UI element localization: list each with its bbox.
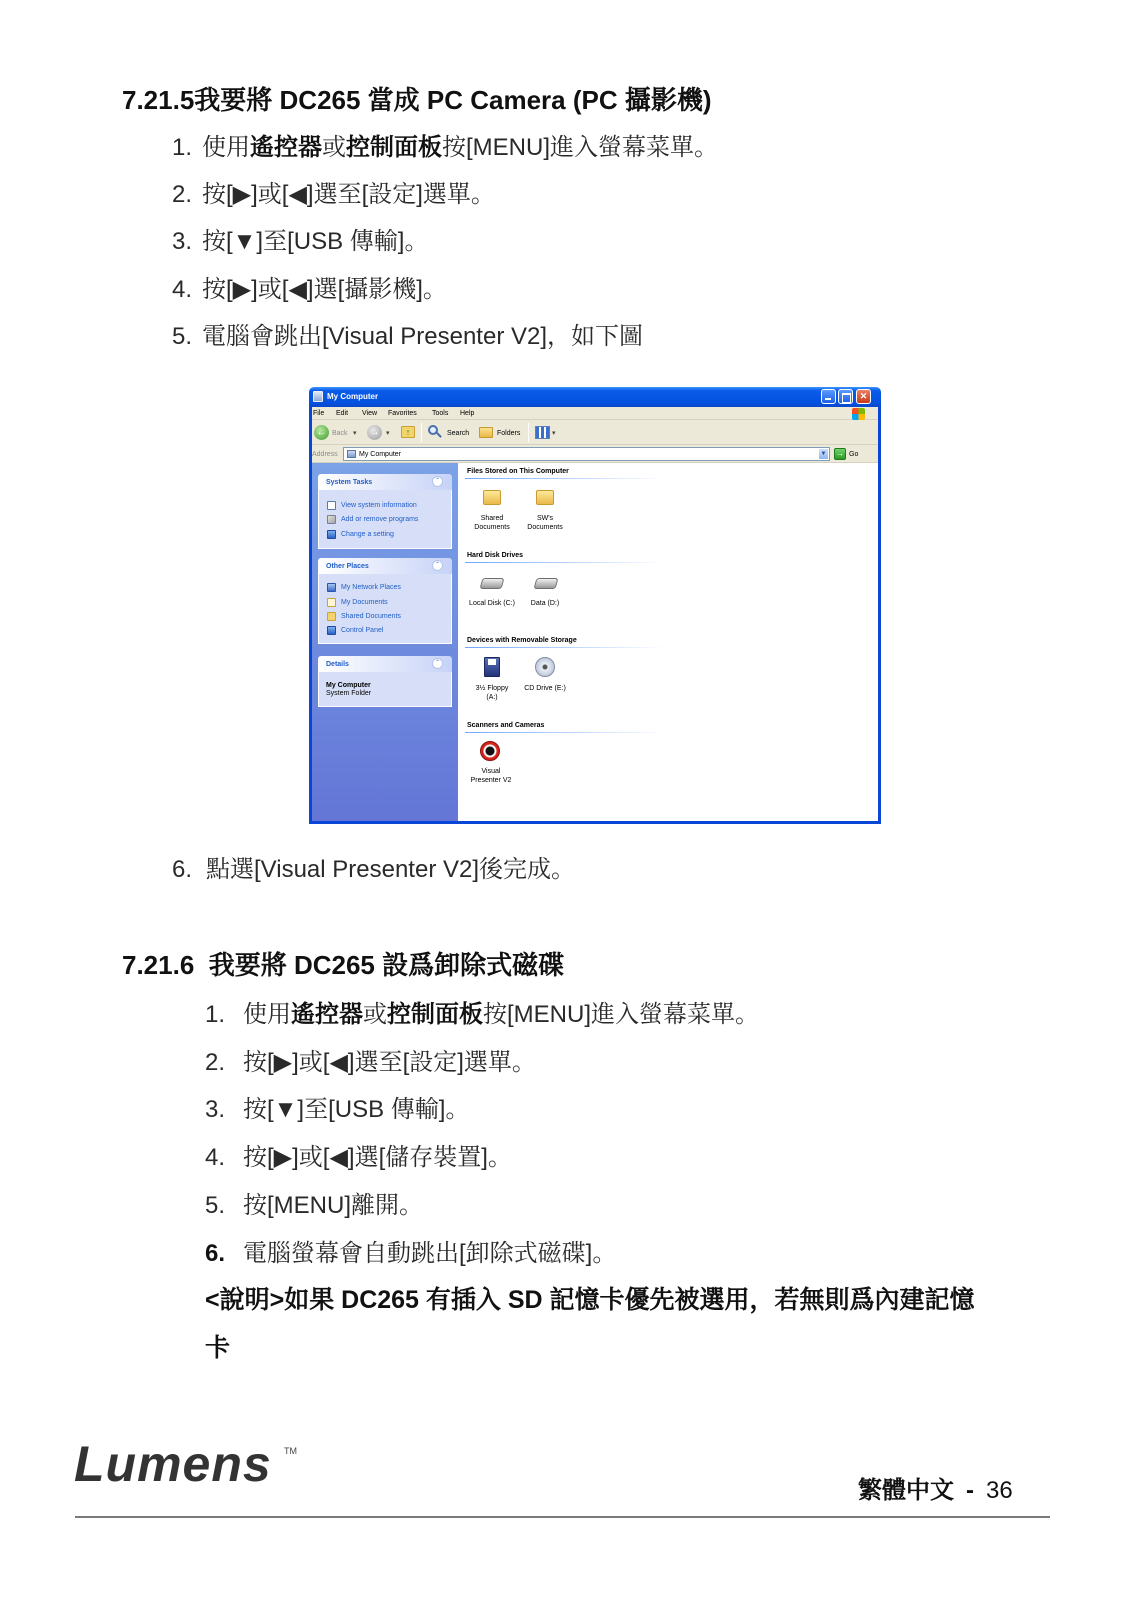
item-label[interactable]: SW's	[536, 515, 554, 522]
menu-favorites[interactable]: Favorites	[388, 410, 417, 417]
shared-documents-icon	[327, 612, 336, 621]
step-text	[202, 133, 718, 163]
back-arrow-icon[interactable]: ←	[314, 425, 329, 440]
group-divider	[465, 732, 665, 733]
back-button-label[interactable]: Back	[332, 430, 348, 437]
system-info-icon	[327, 501, 336, 510]
step-number: 5.	[205, 1192, 226, 1219]
my-computer-icon	[347, 450, 356, 458]
step-number: 4.	[205, 1144, 226, 1171]
step-number: 6.	[205, 1240, 226, 1267]
text-segment: 按[MENU]進入螢幕菜單。	[483, 1001, 759, 1028]
menu-file[interactable]: File	[313, 410, 325, 417]
bold-term-control-panel: 控制面板	[346, 134, 442, 161]
group-title-removable-storage: Devices with Removable Storage	[467, 637, 577, 644]
window-title: My Computer	[327, 392, 379, 401]
item-label[interactable]: (A:)	[486, 694, 498, 701]
item-label[interactable]: Documents	[474, 524, 510, 531]
my-computer-screenshot	[309, 387, 881, 824]
control-panel-icon	[327, 530, 336, 539]
chevron-down-icon[interactable]: ▼	[818, 448, 829, 460]
section-heading: 7.21.5我要將 DC265 當成 PC Camera (PC 攝影機)	[122, 85, 712, 115]
close-button[interactable]	[856, 389, 871, 404]
place-link-network-places[interactable]: My Network Places	[341, 584, 401, 591]
toolbar-separator	[421, 423, 422, 442]
step-item	[205, 1048, 536, 1078]
item-label[interactable]: Shared	[480, 515, 504, 522]
details-title: Details	[326, 661, 349, 668]
step-text: 按[▼]至[USB 傳輸]。	[243, 1096, 470, 1123]
step-number: 3.	[205, 1096, 226, 1123]
my-documents-icon	[327, 598, 336, 607]
bold-term-remote: 遙控器	[291, 1001, 363, 1028]
step-item	[172, 275, 447, 305]
chevron-down-icon[interactable]: ▾	[353, 430, 357, 437]
folder-icon[interactable]	[536, 490, 554, 505]
group-divider	[465, 647, 665, 648]
step-text	[243, 1000, 759, 1030]
text-segment: 使用	[243, 1001, 291, 1028]
step-text: 電腦會跳出[Visual Presenter V2]，如下圖	[202, 323, 644, 350]
search-button-label[interactable]: Search	[447, 430, 470, 437]
note-line: 卡	[205, 1334, 231, 1362]
group-title-scanners-cameras: Scanners and Cameras	[467, 722, 545, 729]
step-number: 3.	[172, 228, 193, 255]
menu-view[interactable]: View	[362, 410, 378, 417]
forward-arrow-icon[interactable]: →	[367, 425, 382, 440]
section-heading: 7.21.6 我要將 DC265 設爲卸除式磁碟	[122, 950, 565, 980]
place-link-my-documents[interactable]: My Documents	[341, 599, 388, 606]
step-item	[205, 1143, 512, 1173]
text-segment: 或	[363, 1001, 387, 1028]
footer-language: 繁體中文	[858, 1477, 954, 1504]
step-text: 按[MENU]離開。	[243, 1192, 423, 1219]
hard-disk-icon[interactable]	[534, 578, 559, 589]
window-title-bar[interactable]	[309, 387, 881, 407]
go-button-label[interactable]: Go	[849, 451, 859, 458]
footer-rule	[75, 1516, 1050, 1518]
group-title-hard-disk-drives: Hard Disk Drives	[467, 552, 524, 559]
details-item-name: My Computer	[326, 682, 371, 689]
trademark-mark: TM	[284, 1446, 297, 1456]
step-item	[172, 133, 718, 163]
my-computer-icon	[313, 391, 323, 402]
step-item	[172, 322, 643, 352]
item-label[interactable]: Presenter V2	[470, 777, 512, 784]
item-label[interactable]: 3½ Floppy	[475, 685, 509, 692]
menu-help[interactable]: Help	[460, 410, 475, 417]
bold-term-control-panel: 控制面板	[387, 1001, 483, 1028]
footer-separator: -	[966, 1477, 974, 1504]
step-text: 按[▼]至[USB 傳輸]。	[202, 228, 429, 255]
step-item	[172, 227, 428, 257]
menu-edit[interactable]: Edit	[336, 410, 349, 417]
step-number: 4.	[172, 276, 193, 303]
text-segment: 按[MENU]進入螢幕菜單。	[442, 134, 718, 161]
group-divider	[465, 562, 665, 563]
step-item	[205, 1000, 759, 1030]
step-text: 按[▶]或[◀]選[攝影機]。	[202, 276, 447, 303]
place-link-control-panel[interactable]: Control Panel	[341, 627, 384, 634]
step-text: 按[▶]或[◀]選[儲存裝置]。	[243, 1144, 512, 1171]
step-item	[205, 1191, 423, 1221]
chevron-down-icon[interactable]: ▾	[552, 430, 556, 437]
item-label[interactable]: Visual	[481, 768, 501, 775]
group-title-files-stored: Files Stored on This Computer	[467, 468, 569, 475]
address-field[interactable]	[343, 447, 830, 461]
text-segment: 使用	[202, 134, 250, 161]
step-number: 1.	[172, 134, 193, 161]
address-value[interactable]: My Computer	[359, 451, 402, 458]
step-number: 5.	[172, 323, 193, 350]
folders-button-label[interactable]: Folders	[497, 430, 521, 437]
step-text: 按[▶]或[◀]選至[設定]選單。	[202, 181, 495, 208]
step-item	[205, 1239, 616, 1269]
item-label[interactable]: Documents	[527, 524, 563, 531]
menu-tools[interactable]: Tools	[432, 410, 449, 417]
address-label: Address	[312, 451, 338, 458]
folder-icon[interactable]	[483, 490, 501, 505]
step-number: 6.	[172, 856, 193, 883]
page-number: 36	[986, 1477, 1013, 1504]
item-label[interactable]: Data (D:)	[530, 600, 560, 607]
floppy-label-icon	[488, 659, 496, 665]
page-footer	[858, 1476, 1013, 1506]
add-remove-programs-icon	[327, 515, 336, 524]
views-icon[interactable]	[535, 426, 550, 439]
other-places-title: Other Places	[326, 563, 369, 570]
up-folder-icon[interactable]: ↑	[401, 426, 415, 438]
step-number: 2.	[172, 181, 193, 208]
folders-icon[interactable]	[479, 427, 493, 438]
chevron-down-icon[interactable]: ▾	[386, 430, 390, 437]
maximize-button[interactable]	[838, 389, 853, 404]
step-item	[172, 180, 495, 210]
note-line: <說明>如果 DC265 有插入 SD 記憶卡優先被選用，若無則爲內建記憶	[205, 1286, 975, 1314]
system-tasks-title: System Tasks	[326, 479, 373, 486]
cd-drive-icon[interactable]	[535, 657, 555, 677]
step-text: 按[▶]或[◀]選至[設定]選單。	[243, 1049, 536, 1076]
collapse-chevron-icon[interactable]: ⌃	[432, 560, 443, 571]
go-arrow-icon[interactable]: →	[836, 449, 844, 458]
item-label[interactable]: CD Drive (E:)	[524, 685, 566, 692]
toolbar	[309, 420, 881, 445]
network-places-icon	[327, 583, 336, 592]
bold-term-remote: 遙控器	[250, 134, 322, 161]
step-number: 2.	[205, 1049, 226, 1076]
step-number: 1.	[205, 1001, 226, 1028]
toolbar-separator	[528, 423, 529, 442]
place-link-shared-documents[interactable]: Shared Documents	[341, 613, 401, 620]
webcam-icon[interactable]	[480, 741, 500, 761]
minimize-button[interactable]	[821, 389, 836, 404]
collapse-chevron-icon[interactable]: ⌃	[432, 476, 443, 487]
step-text: 電腦螢幕會自動跳出[卸除式磁碟]。	[243, 1240, 617, 1267]
hard-disk-icon[interactable]	[480, 578, 505, 589]
text-segment: 或	[322, 134, 346, 161]
task-link-change-setting[interactable]: Change a setting	[341, 531, 394, 538]
control-panel-icon	[327, 626, 336, 635]
windows-logo-icon	[852, 408, 865, 420]
group-divider	[465, 478, 665, 479]
lumens-logo: Lumens	[74, 1436, 272, 1492]
task-link-view-system-info[interactable]: View system information	[341, 502, 417, 509]
collapse-chevron-icon[interactable]: ⌃	[432, 658, 443, 669]
item-label[interactable]: Local Disk (C:)	[469, 600, 515, 607]
step-item	[205, 1095, 469, 1125]
details-item-type: System Folder	[326, 690, 372, 697]
step-text: 點選[Visual Presenter V2]後完成。	[206, 856, 576, 883]
task-link-add-remove-programs[interactable]: Add or remove programs	[341, 516, 419, 523]
step-item	[172, 855, 575, 885]
